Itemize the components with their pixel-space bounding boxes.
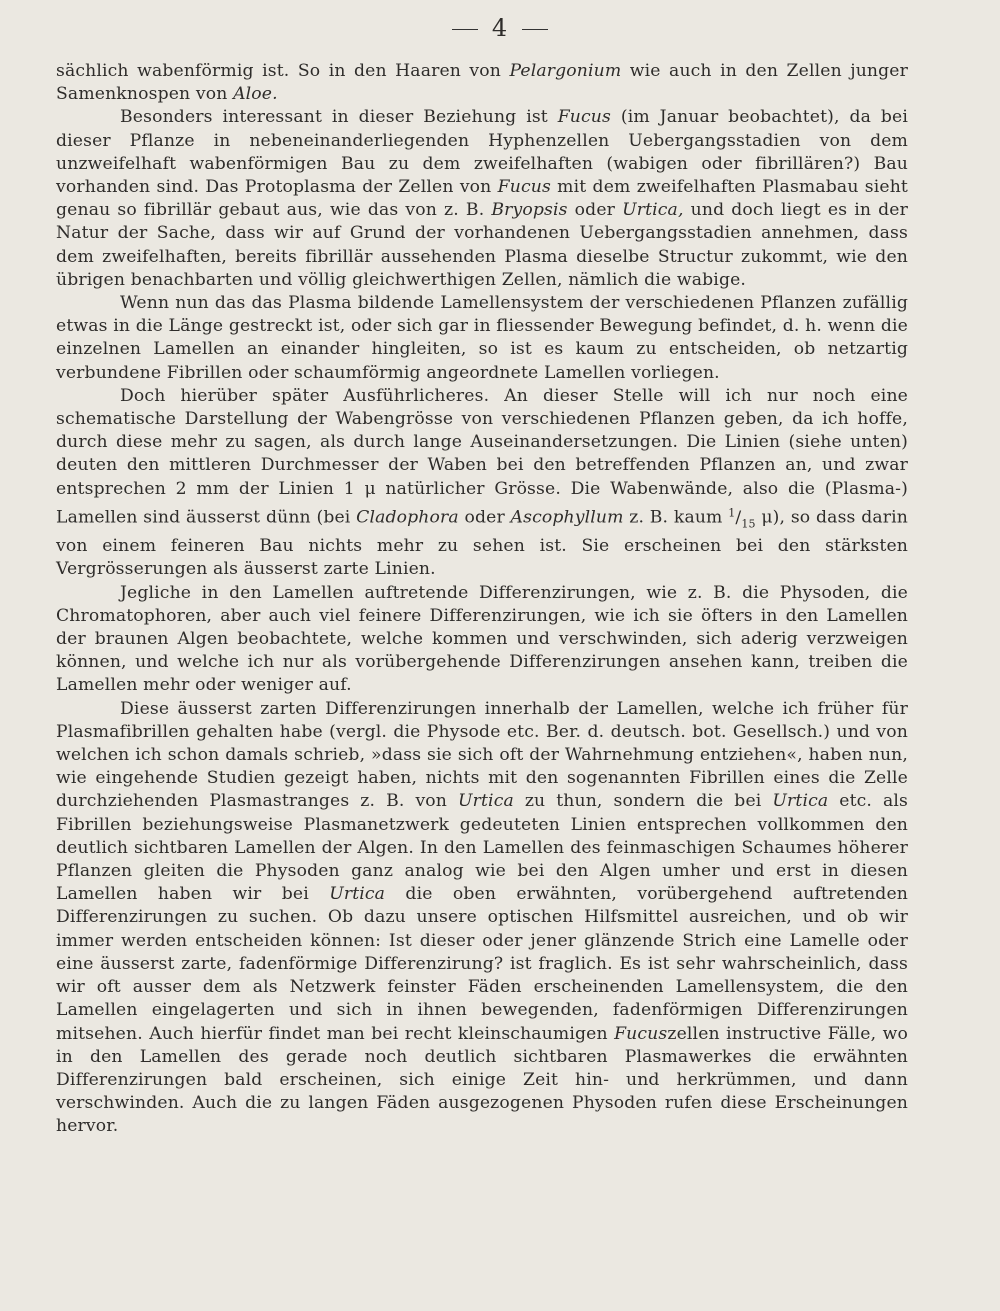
paragraph: [56, 698, 908, 1139]
text-run: mit dem zweifelhaften Plasmabau sieht genau so fibrillär gebaut aus, wie das von z. B.: [56, 177, 908, 221]
paragraph: [56, 106, 908, 292]
text-run: und doch liegt es in der Natur der Sache, dass wir auf Grund der vorhandenen Uebergangsstadien annehmen, dass dem zweifelhaften, bereits fibrillär aussehenden Plasma dieselbe Structur zukommt, wie den übrigen benachbarten und völlig gleichwerthigen Zellen, nämlich die wabige.: [56, 200, 908, 290]
page-number: 4: [491, 14, 509, 42]
italic-term: Fucus: [557, 107, 611, 128]
text-run: z. B. kaum: [623, 507, 729, 528]
italic-term: Aloe.: [233, 84, 278, 105]
italic-term: Ascophyllum: [510, 507, 624, 528]
text-run: oder: [567, 200, 623, 221]
italic-term: Bryopsis: [491, 200, 568, 221]
text-run: zu thun, sondern die bei: [513, 791, 773, 812]
italic-term: Urtica: [329, 884, 386, 905]
paragraph: [56, 292, 908, 385]
text-run: Wenn nun das das Plasma bildende Lamellensystem der verschiedenen Pflanzen zufällig etwas in die Länge gestreckt ist, oder sich gar in fliessender Bewegung befindet, d. h. wenn die einzelnen Lamellen an einander hingleiten, so ist es kaum zu entscheiden, ob netzartig verbundene Fibrillen oder schaumförmig angeordnete Lamellen vorliegen.: [56, 293, 908, 383]
text-run: etc. als Fibrillen beziehungsweise Plasmanetzwerk gedeuteten Linien entsprechen vollkommen den deutlich sichtbaren Lamellen der Algen. In den Lamellen des feinmaschigen Schaumes höherer Pflanzen gleiten die Physoden ganz analog wie bei den Algen umher und erst in diesen Lamellen haben wir bei: [56, 791, 908, 905]
italic-term: Fucus: [497, 177, 551, 198]
header-dash-right: [522, 29, 548, 30]
italic-term: Cladophora: [356, 507, 459, 528]
header-dash-left: [452, 29, 478, 30]
text-run: sächlich wabenförmig ist. So in den Haaren von: [56, 61, 510, 81]
text-run: (im Januar beobachtet), da bei dieser Pflanze in nebeneinanderliegenden Hyphenzellen Uebergangsstadien von dem unzweifelhaft wabenförmigen Bau zu dem zweifelhaften (wabigen oder fibrillären?) Bau vorhanden sind. Das Protoplasma der Zellen von: [56, 107, 908, 198]
paragraph: [56, 582, 908, 698]
text-run: Doch hierüber später Ausführlicheres. An dieser Stelle will ich nur noch eine schematische Darstellung der Wabengrösse von verschiedenen Pflanzen geben, da ich hoffe, durch diese mehr zu sagen, als durch lange Auseinandersetzungen. Die Linien (siehe unten) deuten den mittleren Durchmesser der Waben bei den betreffenden Pflanzen an, und zwar entsprechen 2 mm der Linien 1 μ natürlicher Grösse. Die Wabenwände, also die (Plasma-) Lamellen sind äusserst dünn (bei: [56, 385, 908, 528]
text-run: zellen instructive Fälle, wo in den Lamellen des gerade noch deutlich sichtbaren Plasmawerkes die erwähnten Differenzirungen bald erscheinen, sich einige Zeit hin- und herkrümmen, und dann verschwinden. Auch die zu langen Fäden ausgezogenen Physoden rufen diese Erscheinungen hervor.: [56, 1023, 908, 1137]
paragraph: [56, 60, 908, 106]
text-run: Jegliche in den Lamellen auftretende Differenzirungen, wie z. B. die Physoden, die Chromatophoren, aber auch viel feinere Differenzirungen, wie ich sie öfters in den Lamellen der braunen Algen beobachtete, welche kommen und verschwinden, sich aderig verzweigen können, und welche ich nur als vorübergehende Differenzirungen ansehen kann, treiben die Lamellen mehr oder weniger auf.: [56, 582, 908, 696]
italic-term: Urtica,: [622, 200, 684, 221]
italic-term: Urtica: [772, 791, 829, 812]
text-run: wie auch in den Zellen junger Samenknospen von: [56, 61, 908, 105]
text-run: oder: [458, 507, 511, 528]
italic-term: Fucus: [614, 1023, 668, 1044]
body-text: [56, 60, 908, 1139]
italic-term: Urtica: [457, 791, 514, 812]
paragraph: [56, 385, 908, 582]
text-run: μ), so dass darin von einem feineren Bau nichts mehr zu sehen ist. Sie erscheinen bei den stärksten Vergrösserungen als äusserst zarte Linien.: [56, 507, 908, 580]
text-run: Diese äusserst zarten Differenzirungen innerhalb der Lamellen, welche ich früher für Plasmafibrillen gehalten habe (vergl. die Physode etc. Ber. d. deutsch. bot. Gesellsch.) und von welchen ich schon damals schrieb, »dass sie sich oft der Wahrnehmung entziehen«, haben nun, wie eingehende Studien gezeigt haben, nichts mit den sogenannten Fibrillen eines die Zelle durchziehenden Plasmastranges z. B. von: [56, 698, 908, 812]
text-run: Besonders interessant in dieser Beziehung ist: [120, 107, 558, 128]
italic-term: Pelargonium: [509, 61, 622, 81]
text-run: die oben erwähnten, vorübergehend auftretenden Differenzirungen zu suchen. Ob dazu unsere optischen Hilfsmittel ausreichen, und ob wir immer werden entscheiden können: Ist dieser oder jener glänzende Strich eine Lamelle oder eine äusserst zarte, fadenförmige Differenzirung? ist fraglich. Es ist sehr wahrscheinlich, dass wir oft ausser dem als Netzwerk feinster Fäden erscheinenden Lamellensystem, die den Lamellen eingelagerten und sich in ihnen bewegenden, fadenförmigen Differenzirungen mitsehen. Auch hierfür findet man bei recht kleinschaumigen: [56, 884, 908, 1044]
fraction: $^1/_{15}$: [728, 505, 756, 531]
page-header: [0, 14, 1000, 42]
